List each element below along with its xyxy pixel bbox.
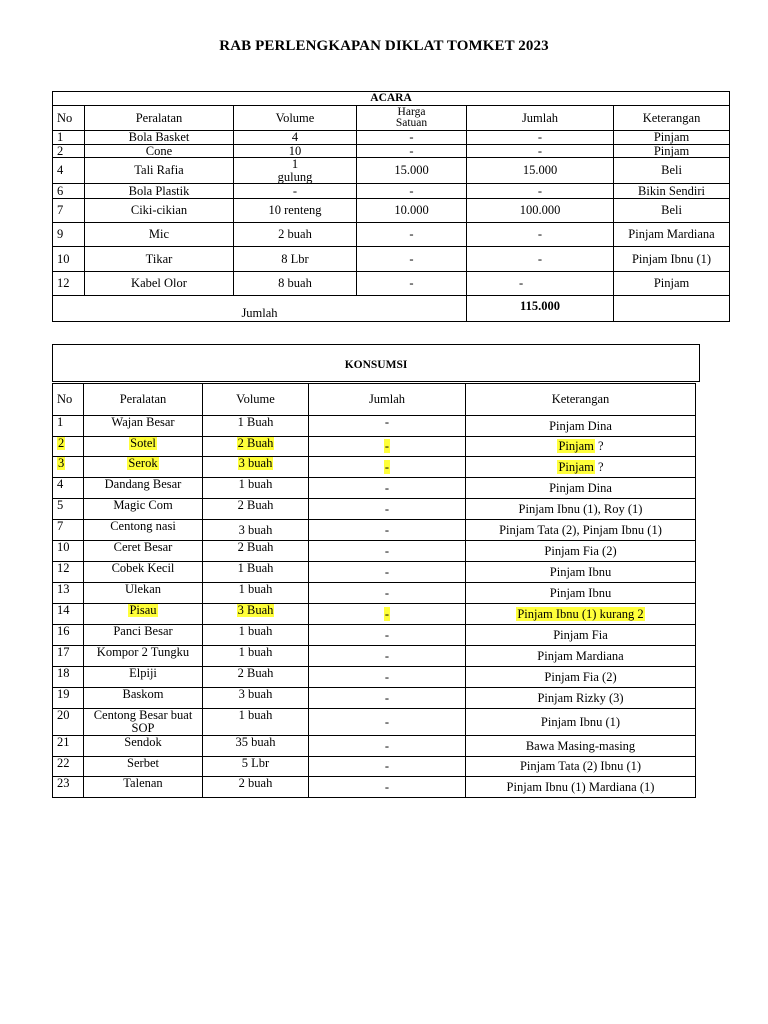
table-cell: Ceret Besar xyxy=(84,541,203,562)
table-cell: - xyxy=(357,223,467,247)
table-cell: 3 xyxy=(53,457,84,478)
document-title: RAB PERLENGKAPAN DIKLAT TOMKET 2023 xyxy=(219,38,549,54)
header-harga-satuan: Harga Satuan xyxy=(357,106,467,131)
table-cell: 17 xyxy=(53,646,84,667)
table-cell: - xyxy=(309,736,466,757)
table-cell: 2 xyxy=(53,437,84,457)
table-cell: 2 Buah xyxy=(203,541,309,562)
table-cell: Pinjam Ibnu (1) xyxy=(466,709,696,736)
table-cell: 1 xyxy=(53,131,85,145)
table-row xyxy=(53,520,696,541)
table-cell: Sotel xyxy=(84,437,203,457)
table-cell: 35 buah xyxy=(203,736,309,757)
table-cell: 16 xyxy=(53,625,84,646)
table-cell: Bikin Sendiri xyxy=(614,184,730,199)
konsumsi-header-row xyxy=(53,384,696,416)
table-cell: Talenan xyxy=(84,777,203,798)
table-cell: - xyxy=(309,667,466,688)
header-volume: Volume xyxy=(203,384,309,416)
table-cell: 2 Buah xyxy=(203,667,309,688)
table-cell: - xyxy=(467,184,614,199)
table-cell: Pinjam Ibnu (1) xyxy=(614,247,730,272)
table-cell: 10.000 xyxy=(357,199,467,223)
table-cell: - xyxy=(309,646,466,667)
table-row xyxy=(53,688,696,709)
table-cell: 20 xyxy=(53,709,84,736)
table-cell: Pinjam Ibnu (1) kurang 2 xyxy=(466,604,696,625)
header-no: No xyxy=(53,384,84,416)
table-cell: 14 xyxy=(53,604,84,625)
table-cell: - xyxy=(467,223,614,247)
table-cell: - xyxy=(309,541,466,562)
table-row xyxy=(53,757,696,777)
table-cell: 22 xyxy=(53,757,84,777)
table-cell: Dandang Besar xyxy=(84,478,203,499)
table-cell: - xyxy=(309,499,466,520)
table-row xyxy=(53,272,730,296)
konsumsi-section-title: KONSUMSI xyxy=(344,359,408,371)
table-row xyxy=(53,144,730,158)
table-cell: - xyxy=(467,247,614,272)
table-cell: Pinjam Dina xyxy=(466,478,696,499)
table-cell: Pisau xyxy=(84,604,203,625)
table-cell: Wajan Besar xyxy=(84,416,203,437)
table-cell: Pinjam ? xyxy=(466,457,696,478)
table-cell: 10 xyxy=(53,247,85,272)
table-cell: 9 xyxy=(53,223,85,247)
table-cell: 12 xyxy=(53,272,85,296)
table-cell: 7 xyxy=(53,199,85,223)
table-cell: 1 buah xyxy=(203,625,309,646)
table-cell: 2 buah xyxy=(234,223,357,247)
table-row xyxy=(53,709,696,736)
table-cell: - xyxy=(309,604,466,625)
table-row xyxy=(53,583,696,604)
table-cell: Pinjam Tata (2), Pinjam Ibnu (1) xyxy=(466,520,696,541)
table-cell: Centong Besar buat SOP xyxy=(84,709,203,736)
table-cell: 2 xyxy=(53,144,85,158)
table-cell: 5 xyxy=(53,499,84,520)
header-peralatan: Peralatan xyxy=(84,384,203,416)
table-cell: 15.000 xyxy=(357,158,467,184)
table-cell: Mic xyxy=(85,223,234,247)
table-row xyxy=(53,625,696,646)
header-keterangan: Keterangan xyxy=(466,384,696,416)
header-peralatan: Peralatan xyxy=(85,106,234,131)
table-cell: Cone xyxy=(85,144,234,158)
table-cell: Cobek Kecil xyxy=(84,562,203,583)
acara-header-row xyxy=(53,106,730,131)
table-cell: - xyxy=(467,272,614,296)
table-row xyxy=(53,416,696,437)
total-value: 115.000 xyxy=(467,296,614,322)
table-cell: Pinjam Ibnu xyxy=(466,562,696,583)
table-cell: - xyxy=(467,131,614,145)
table-row xyxy=(53,199,730,223)
table-cell: Serok xyxy=(84,457,203,478)
table-row xyxy=(53,736,696,757)
table-cell: 10 xyxy=(234,144,357,158)
table-cell: Pinjam Ibnu (1) Mardiana (1) xyxy=(466,777,696,798)
table-cell: 15.000 xyxy=(467,158,614,184)
table-row xyxy=(53,184,730,199)
table-cell: 18 xyxy=(53,667,84,688)
table-cell: Pinjam xyxy=(614,144,730,158)
table-cell: 13 xyxy=(53,583,84,604)
table-cell: Centong nasi xyxy=(84,520,203,541)
acara-section-title: ACARA xyxy=(53,92,730,106)
table-cell: - xyxy=(309,757,466,777)
table-cell: Pinjam Ibnu (1), Roy (1) xyxy=(466,499,696,520)
table-row xyxy=(53,131,730,145)
header-no: No xyxy=(53,106,85,131)
table-cell: - xyxy=(357,144,467,158)
table-cell: - xyxy=(309,520,466,541)
table-cell: Pinjam Mardiana xyxy=(466,646,696,667)
header-keterangan: Keterangan xyxy=(614,106,730,131)
table-cell: 2 buah xyxy=(203,777,309,798)
table-cell: Pinjam Tata (2) Ibnu (1) xyxy=(466,757,696,777)
table-row xyxy=(53,541,696,562)
table-row xyxy=(53,457,696,478)
table-cell: - xyxy=(309,583,466,604)
table-cell: 100.000 xyxy=(467,199,614,223)
table-cell: Pinjam Fia xyxy=(466,625,696,646)
table-row xyxy=(53,158,730,184)
table-cell: 1 Buah xyxy=(203,562,309,583)
table-cell: 2 Buah xyxy=(203,437,309,457)
table-cell: 1 buah xyxy=(203,583,309,604)
table-cell: Ulekan xyxy=(84,583,203,604)
table-row xyxy=(53,437,696,457)
table-cell: Pinjam Ibnu xyxy=(466,583,696,604)
table-cell: Pinjam Dina xyxy=(466,416,696,437)
table-cell: - xyxy=(357,247,467,272)
table-cell: Pinjam Fia (2) xyxy=(466,667,696,688)
table-cell: - xyxy=(467,144,614,158)
table-cell: 2 Buah xyxy=(203,499,309,520)
table-cell: 4 xyxy=(53,478,84,499)
table-cell: 4 xyxy=(234,131,357,145)
table-row xyxy=(53,646,696,667)
table-cell: Baskom xyxy=(84,688,203,709)
table-cell: Pinjam Fia (2) xyxy=(466,541,696,562)
table-cell: Beli xyxy=(614,158,730,184)
header-jumlah: Jumlah xyxy=(309,384,466,416)
table-cell: 6 xyxy=(53,184,85,199)
table-cell: Beli xyxy=(614,199,730,223)
table-cell: Pinjam Rizky (3) xyxy=(466,688,696,709)
table-cell: - xyxy=(309,437,466,457)
table-row xyxy=(53,777,696,798)
table-cell: 3 buah xyxy=(203,457,309,478)
table-cell: Pinjam ? xyxy=(466,437,696,457)
table-cell: Kabel Olor xyxy=(85,272,234,296)
table-cell: Pinjam Mardiana xyxy=(614,223,730,247)
table-cell: Tali Rafia xyxy=(85,158,234,184)
table-cell: 12 xyxy=(53,562,84,583)
table-cell: 8 buah xyxy=(234,272,357,296)
table-cell: 3 Buah xyxy=(203,604,309,625)
table-cell: - xyxy=(357,272,467,296)
header-volume: Volume xyxy=(234,106,357,131)
table-cell: - xyxy=(357,131,467,145)
table-cell xyxy=(614,296,730,322)
table-cell: 1 gulung xyxy=(234,158,357,184)
table-cell: - xyxy=(309,416,466,437)
table-cell: - xyxy=(309,457,466,478)
table-cell: 4 xyxy=(53,158,85,184)
table-cell: 7 xyxy=(53,520,84,541)
total-label: Jumlah xyxy=(53,296,467,322)
table-cell: Ciki-cikian xyxy=(85,199,234,223)
table-row xyxy=(53,478,696,499)
table-row xyxy=(53,604,696,625)
table-cell: - xyxy=(309,777,466,798)
table-row xyxy=(53,247,730,272)
table-cell: 5 Lbr xyxy=(203,757,309,777)
table-cell: 1 buah xyxy=(203,478,309,499)
konsumsi-table xyxy=(52,383,696,798)
table-cell: 23 xyxy=(53,777,84,798)
table-cell: Elpiji xyxy=(84,667,203,688)
table-cell: 10 xyxy=(53,541,84,562)
table-cell: Panci Besar xyxy=(84,625,203,646)
table-cell: 1 buah xyxy=(203,646,309,667)
table-cell: 1 Buah xyxy=(203,416,309,437)
table-cell: 19 xyxy=(53,688,84,709)
table-cell: 1 buah xyxy=(203,709,309,736)
table-cell: 1 xyxy=(53,416,84,437)
acara-total-row xyxy=(53,296,730,322)
table-row xyxy=(53,562,696,583)
table-cell: Pinjam xyxy=(614,131,730,145)
table-cell: - xyxy=(309,709,466,736)
table-cell: Bola Plastik xyxy=(85,184,234,199)
table-cell: Magic Com xyxy=(84,499,203,520)
table-cell: - xyxy=(234,184,357,199)
konsumsi-header-box xyxy=(52,344,700,382)
table-cell: - xyxy=(309,478,466,499)
table-cell: 3 buah xyxy=(203,520,309,541)
table-cell: Tikar xyxy=(85,247,234,272)
table-cell: Bawa Masing-masing xyxy=(466,736,696,757)
header-jumlah: Jumlah xyxy=(467,106,614,131)
table-cell: Sendok xyxy=(84,736,203,757)
table-cell: 21 xyxy=(53,736,84,757)
table-row xyxy=(53,499,696,520)
table-cell: 8 Lbr xyxy=(234,247,357,272)
table-row xyxy=(53,667,696,688)
table-cell: 10 renteng xyxy=(234,199,357,223)
table-cell: 3 buah xyxy=(203,688,309,709)
table-cell: - xyxy=(309,688,466,709)
table-cell: Pinjam xyxy=(614,272,730,296)
table-cell: Serbet xyxy=(84,757,203,777)
table-cell: - xyxy=(309,625,466,646)
table-row xyxy=(53,223,730,247)
table-cell: - xyxy=(309,562,466,583)
acara-table xyxy=(52,91,730,322)
table-cell: Kompor 2 Tungku xyxy=(84,646,203,667)
table-cell: - xyxy=(357,184,467,199)
table-cell: Bola Basket xyxy=(85,131,234,145)
